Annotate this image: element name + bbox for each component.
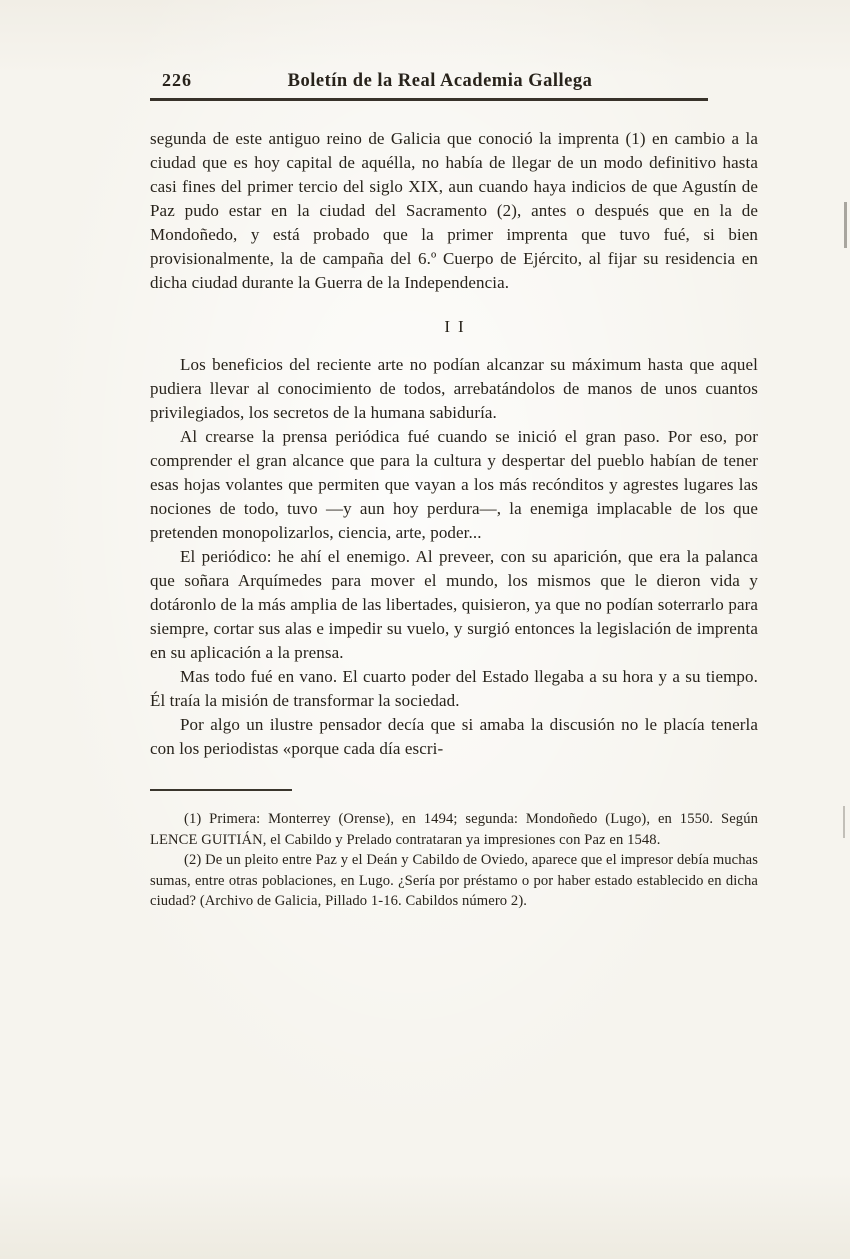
paragraph: segunda de este antiguo reino de Galicia que conoció la imprenta (1) en cambio a la ciudad que es hoy capital de aquélla, no había de llegar de un modo definitivo hasta casi fines del primer tercio del siglo XIX, aun cuando haya indicios de que Agustín de Paz pudo estar en la ciudad del Sacramento (2), antes o después que en la de Mondoñedo, y está probado que la primer imprenta que tuvo fué, si bien provisionalmente, la de campaña del 6.º Cuerpo de Ejército, al fijar su residencia en dicha ciudad durante la Guerra de la Independencia. xyxy=(150,129,758,292)
page-header xyxy=(150,70,708,101)
footnote: (1) Primera: Monterrey (Orense), en 1494; segunda: Mondoñedo (Lugo), en 1550. Según LENCE GUITIÁN, el Cabildo y Prelado contrataran ya impresiones con Paz en 1548. xyxy=(150,811,758,848)
paragraph: Al crearse la prensa periódica fué cuando se inició el gran paso. Por eso, por comprender el gran alcance que para la cultura y despertar del pueblo habían de tener esas hojas volantes que permiten que vayan a los más recónditos y agrestes lugares las nociones de todo, tuvo —y aun hoy perdura—, la enemiga implacable de los que pretenden monopolizarlos, ciencia, arte, poder... xyxy=(150,427,758,542)
paragraph: Por algo un ilustre pensador decía que si amaba la discusión no le placía tenerla con los periodistas «porque cada día escri- xyxy=(150,715,758,758)
footnote-rule xyxy=(150,789,292,791)
footnote: (2) De un pleito entre Paz y el Deán y Cabildo de Oviedo, aparece que el impresor debía muchas sumas, entre otras poblaciones, en Lugo. ¿Sería por préstamo o por haber estado establecido en dicha ciudad? (Archivo de Galicia, Pillado 1-16. Cabildos número 2). xyxy=(150,852,758,910)
footnotes xyxy=(150,809,758,912)
paragraph: El periódico: he ahí el enemigo. Al preveer, con su aparición, que era la palanca que soñara Arquímedes para mover el mundo, los mismos que le dieron vida y dotáronlo de la más amplia de las libertades, quisieron, ya que no podían soterrarlo para siempre, cortar sus alas e impedir su vuelo, y surgió entonces la legislación de imprenta en su aplicación a la prensa. xyxy=(150,547,758,662)
page-number: 226 xyxy=(162,70,192,90)
section-heading: II xyxy=(444,317,472,336)
scan-artifact xyxy=(843,806,845,838)
scan-artifact xyxy=(844,202,847,248)
body-text xyxy=(150,127,758,761)
journal-title: Boletín de la Real Academia Gallega xyxy=(287,71,593,91)
paragraph: Los beneficios del reciente arte no podían alcanzar su máximum hasta que aquel pudiera llevar al conocimiento de todos, arrebatándolos de manos de unos cuantos privilegiados, los secretos de la humana sabiduría. xyxy=(150,355,758,422)
paragraph: Mas todo fué en vano. El cuarto poder del Estado llegaba a su hora y a su tiempo. Él traía la misión de transformar la sociedad. xyxy=(150,667,758,710)
